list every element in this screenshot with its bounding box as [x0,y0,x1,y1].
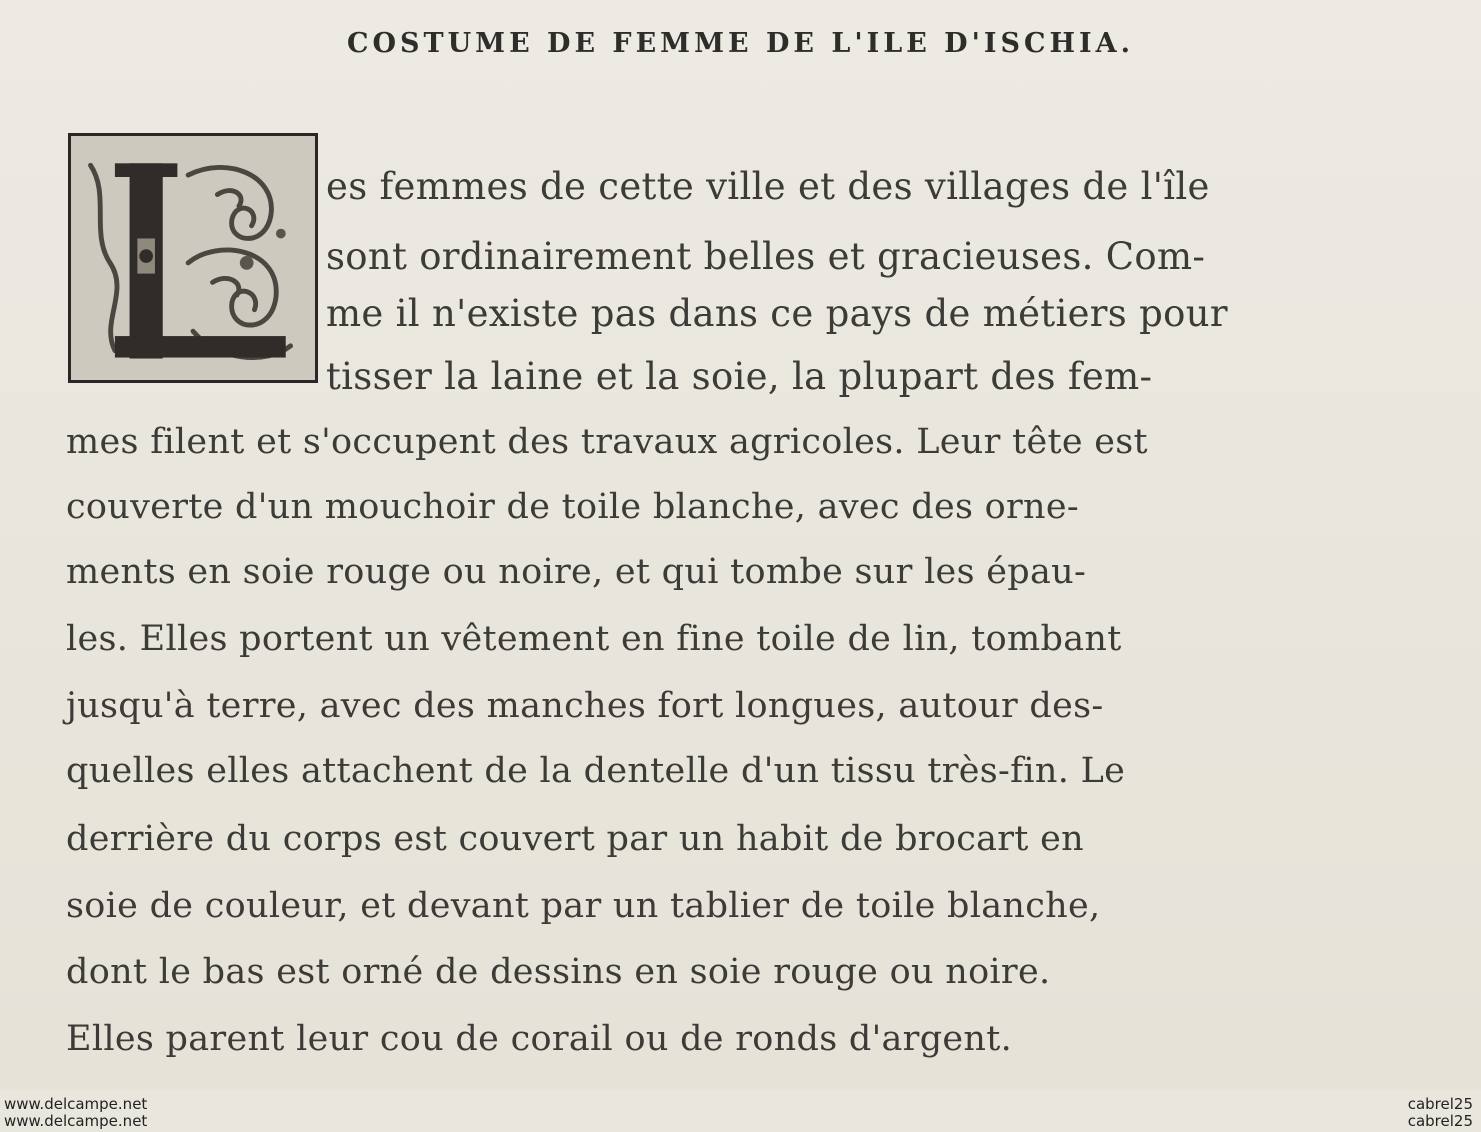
drop-cap-ornament [68,133,318,383]
watermark-right-line-2: cabrel25 [1407,1112,1473,1130]
text-line-5: mes filent et s'occupent des travaux agricoles. Leur tête est [66,422,1148,462]
text-line-3: me il n'existe pas dans ce pays de métiers pour [326,292,1228,335]
page-title: COSTUME DE FEMME DE L'ILE D'ISCHIA. [347,28,1134,59]
text-line-11: derrière du corps est couvert par un habit de brocart en [66,819,1084,859]
text-line-13: dont le bas est orné de dessins en soie rouge ou noire. [66,952,1051,992]
watermark-left [4,1096,147,1130]
text-line-14: Elles parent leur cou de corail ou de ronds d'argent. [66,1019,1013,1059]
text-line-8: les. Elles portent un vêtement en fine toile de lin, tombant [66,619,1122,659]
text-line-6: couverte d'un mouchoir de toile blanche, avec des orne- [66,487,1080,527]
watermark-left-line-1: www.delcampe.net [4,1095,148,1113]
text-line-1: es femmes de cette ville et des villages de l'île [326,165,1210,208]
watermark-right-line-1: cabrel25 [1407,1095,1473,1113]
watermark-left-line-2: www.delcampe.net [4,1112,148,1130]
text-line-10: quelles elles attachent de la dentelle d'un tissu très-fin. Le [66,751,1126,791]
watermark-right [1408,1096,1473,1130]
text-line-9: jusqu'à terre, avec des manches fort longues, autour des- [66,686,1104,726]
text-line-7: ments en soie rouge ou noire, et qui tombe sur les épau- [66,552,1087,592]
text-line-2: sont ordinairement belles et gracieuses. Com- [326,235,1206,278]
text-line-12: soie de couleur, et devant par un tablier de toile blanche, [66,886,1101,926]
ornamental-l-icon [71,136,315,380]
text-line-4: tisser la laine et la soie, la plupart des fem- [326,355,1153,398]
